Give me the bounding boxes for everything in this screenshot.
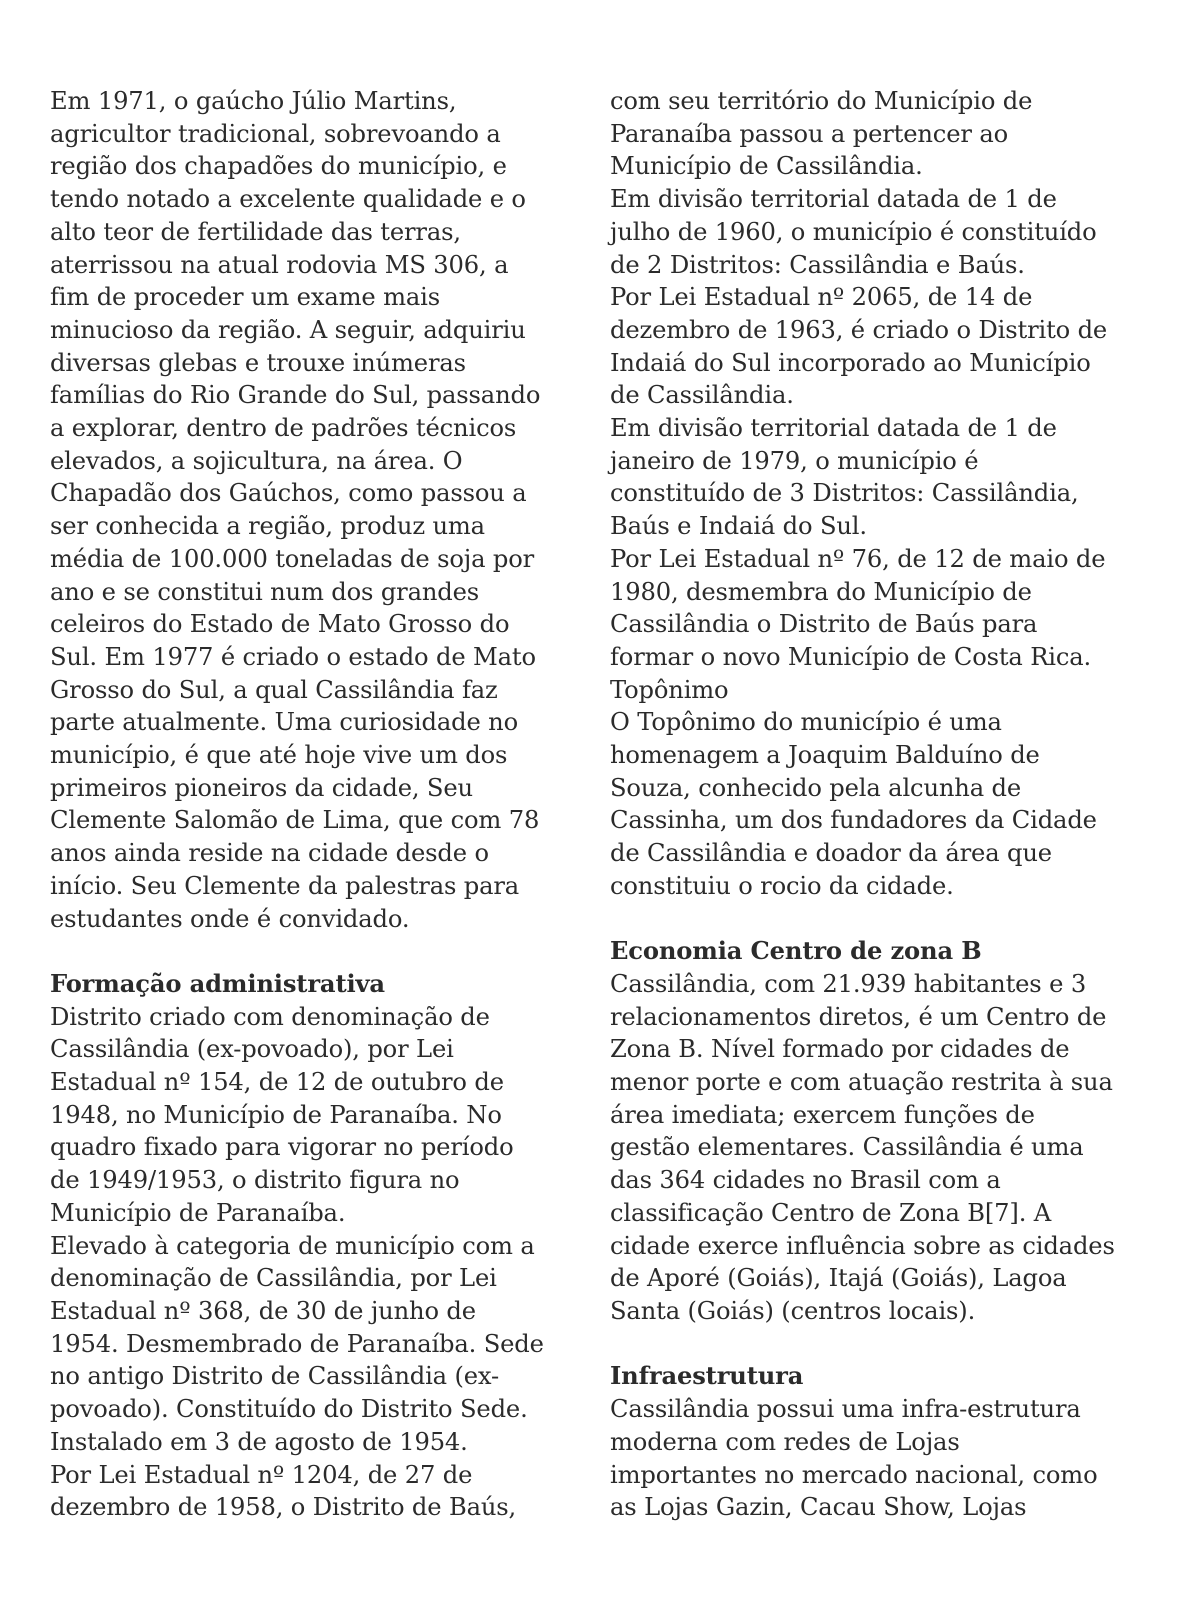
text-line: diversas glebas e trouxe inúmeras	[50, 348, 466, 377]
text-line: parte atualmente. Uma curiosidade no	[50, 708, 518, 737]
text-line: povoado). Constituído do Distrito Sede.	[50, 1395, 528, 1424]
formacao-heading: Formação administrativa	[50, 968, 385, 998]
text-line: alto teor de fertilidade das terras,	[50, 217, 461, 246]
paragraph-gap	[50, 935, 570, 968]
text-line: agricultor tradicional, sobrevoando a	[50, 119, 501, 148]
economia-heading: Economia Centro de zona B	[610, 936, 982, 966]
text-line: Em divisão territorial datada de 1 de	[610, 414, 1057, 443]
text-line: elevados, a sojicultura, na área. O	[50, 446, 463, 475]
text-line: Paranaíba passou a pertencer ao	[610, 119, 1008, 148]
text-line: Cassilândia o Distrito de Baús para	[610, 610, 1038, 639]
text-line: dezembro de 1958, o Distrito de Baús,	[50, 1493, 517, 1522]
text-line: de 2 Distritos: Cassilândia e Baús.	[610, 250, 1025, 279]
text-line: classificação Centro de Zona B[7]. A	[610, 1198, 1052, 1227]
text-line: denominação de Cassilândia, por Lei	[50, 1264, 497, 1293]
text-line: Sul. Em 1977 é criado o estado de Mato	[50, 642, 536, 671]
text-line: Indaiá do Sul incorporado ao Município	[610, 348, 1091, 377]
text-line: Instalado em 3 de agosto de 1954.	[50, 1427, 468, 1456]
text-line: área imediata; exercem funções de	[610, 1100, 1035, 1129]
text-line: de 1949/1953, o distrito figura no	[50, 1166, 460, 1195]
economia-paragraph	[610, 968, 1140, 1328]
text-line: de Cassilândia e doador da área que	[610, 839, 1052, 868]
text-line: Souza, conhecido pela alcunha de	[610, 773, 1022, 802]
text-line: julho de 1960, o município é constituído	[610, 217, 1097, 246]
text-line: as Lojas Gazin, Cacau Show, Lojas	[610, 1493, 1027, 1522]
text-line: Estadual nº 368, de 30 de junho de	[50, 1297, 476, 1325]
text-line: primeiros pioneiros da cidade, Seu	[50, 773, 473, 802]
text-line: média de 100.000 toneladas de soja por	[50, 544, 535, 573]
text-line: aterrissou na atual rodovia MS 306, a	[50, 250, 509, 279]
infra-paragraph	[610, 1393, 1140, 1524]
text-line: relacionamentos diretos, é um Centro de	[610, 1002, 1107, 1031]
history-paragraph	[50, 85, 570, 935]
text-line: Estadual nº 154, de 12 de outubro de	[50, 1068, 504, 1097]
text-line: município, é que até hoje vive um dos	[50, 741, 508, 770]
text-line: Baús e Indaiá do Sul.	[610, 512, 867, 541]
text-line: 1954. Desmembrado de Paranaíba. Sede	[50, 1329, 544, 1358]
text-line: ser conhecida a região, produz uma	[50, 512, 485, 541]
right-column	[610, 85, 1140, 1524]
text-line: estudantes onde é convidado.	[50, 904, 410, 933]
text-line: Por Lei Estadual nº 76, de 12 de maio de	[610, 544, 1106, 573]
text-line: 1980, desmembra do Município de	[610, 577, 1032, 606]
text-line: gestão elementares. Cassilândia é uma	[610, 1133, 1084, 1162]
text-line: Grosso do Sul, a qual Cassilândia faz	[50, 675, 498, 704]
text-line: anos ainda reside na cidade desde o	[50, 839, 489, 868]
text-line: quadro fixado para vigorar no período	[50, 1133, 514, 1162]
text-line: homenagem a Joaquim Balduíno de	[610, 741, 1040, 770]
text-line: das 364 cidades no Brasil com a	[610, 1166, 1001, 1195]
text-line: Chapadão dos Gaúchos, como passou a	[50, 479, 527, 508]
text-line: Distrito criado com denominação de	[50, 1002, 490, 1031]
text-line: menor porte e com atuação restrita à sua	[610, 1068, 1113, 1097]
text-line: Topônimo	[610, 675, 729, 704]
text-line: Por Lei Estadual nº 1204, de 27 de	[50, 1460, 473, 1489]
text-line: minucioso da região. A seguir, adquiriu	[50, 315, 526, 344]
text-line: de Aporé (Goiás), Itajá (Goiás), Lagoa	[610, 1264, 1067, 1293]
text-line: dezembro de 1963, é criado o Distrito de	[610, 315, 1108, 344]
continuation-paragraph	[610, 85, 1140, 903]
left-column	[50, 85, 570, 1524]
infra-heading: Infraestrutura	[610, 1361, 804, 1391]
text-line: Município de Paranaíba.	[50, 1198, 346, 1227]
text-line: Cassilândia (ex-povoado), por Lei	[50, 1035, 454, 1064]
text-line: início. Seu Clemente da palestras para	[50, 871, 520, 900]
text-line: Santa (Goiás) (centros locais).	[610, 1297, 976, 1325]
text-line: Por Lei Estadual nº 2065, de 14 de	[610, 283, 1033, 312]
text-line: Cassinha, um dos fundadores da Cidade	[610, 806, 1097, 835]
text-line: Elevado à categoria de município com a	[50, 1231, 535, 1260]
text-line: fim de proceder um exame mais	[50, 283, 440, 312]
text-line: com seu território do Município de	[610, 87, 1033, 115]
text-line: importantes no mercado nacional, como	[610, 1460, 1098, 1489]
text-line: celeiros do Estado de Mato Grosso do	[50, 610, 510, 639]
text-line: no antigo Distrito de Cassilândia (ex-	[50, 1362, 500, 1391]
text-line: região dos chapadões do município, e	[50, 152, 507, 181]
text-line: Município de Cassilândia.	[610, 152, 923, 181]
text-line: Em 1971, o gaúcho Júlio Martins,	[50, 87, 457, 115]
text-line: ano e se constitui num dos grandes	[50, 577, 480, 606]
text-line: Em divisão territorial datada de 1 de	[610, 185, 1057, 214]
text-line: tendo notado a excelente qualidade e o	[50, 185, 526, 214]
text-line: constituiu o rocio da cidade.	[610, 871, 954, 900]
text-line: cidade exerce influência sobre as cidades	[610, 1231, 1115, 1260]
formacao-paragraph	[50, 1001, 570, 1524]
text-line: moderna com redes de Lojas	[610, 1427, 960, 1456]
text-line: 1948, no Município de Paranaíba. No	[50, 1100, 502, 1129]
text-line: de Cassilândia.	[610, 381, 794, 410]
paragraph-gap	[610, 903, 1140, 936]
text-line: Clemente Salomão de Lima, que com 78	[50, 806, 540, 835]
text-line: Cassilândia possui uma infra-estrutura	[610, 1395, 1081, 1424]
text-line: Zona B. Nível formado por cidades de	[610, 1035, 1070, 1064]
text-line: Cassilândia, com 21.939 habitantes e 3	[610, 969, 1087, 998]
text-line: famílias do Rio Grande do Sul, passando	[50, 381, 541, 410]
text-line: O Topônimo do município é uma	[610, 708, 1002, 737]
text-line: formar o novo Município de Costa Rica.	[610, 642, 1092, 671]
paragraph-gap	[610, 1328, 1140, 1361]
text-line: janeiro de 1979, o município é	[610, 446, 979, 475]
text-line: a explorar, dentro de padrões técnicos	[50, 414, 517, 443]
text-line: constituído de 3 Distritos: Cassilândia,	[610, 479, 1079, 508]
